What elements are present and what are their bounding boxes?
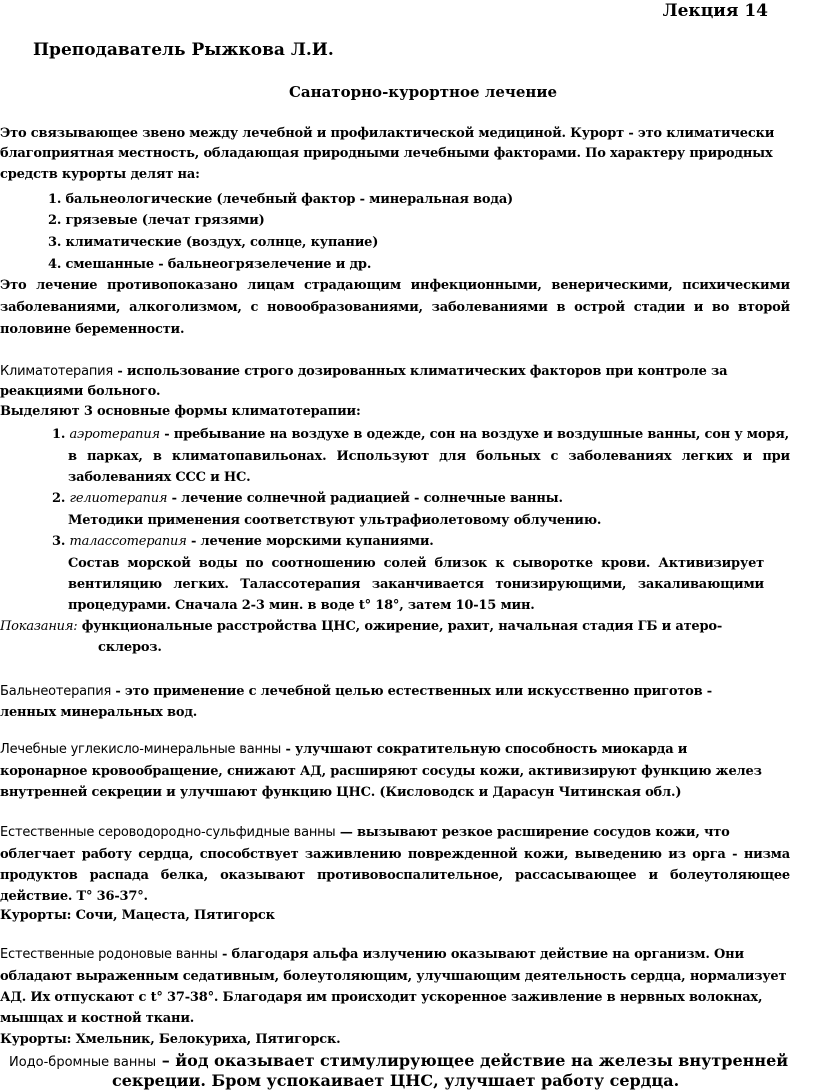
carbonic-line: внутренней секреции и улучшают функцию ЦНС. (Кисловодск и Дарасун Читинская обл.)	[0, 785, 682, 800]
indications-label: Показания:	[0, 619, 78, 634]
climato-line: реакциями больного.	[0, 384, 161, 399]
sulfide-term: Естественные сероводородно-сульфидные ванны	[0, 825, 336, 840]
radon-line: Естественные родоновые ванны - благодаря альфа излучению оказывают действие на организм. Они	[0, 947, 744, 962]
contra-line: заболеваниями, алкоголизмом, с новообразованиями, заболеваниями в острой стадии и во второй	[0, 300, 790, 315]
aero-term: аэротерапия	[69, 427, 160, 442]
helio-line: Методики применения соответствуют ультрафиолетовому облучению.	[68, 513, 602, 528]
sulfide-line: Естественные сероводородно-сульфидные ванны — вызывают резкое расширение сосудов кожи, что	[0, 825, 730, 840]
indications-line: Показания: функциональные расстройства ЦНС, ожирение, рахит, начальная стадия ГБ и атеро-	[0, 619, 723, 634]
thalasso-line: вентиляцию легких. Талассотерапия заканчивается тонизирующими, закаливающими	[68, 577, 764, 592]
teacher-name: Преподаватель Рыжкова Л.И.	[33, 40, 334, 60]
sulfide-line: облегчает работу сердца, способствует заживлению поврежденной кожи, выведению из орга - низма	[0, 847, 790, 862]
radon-resorts: Курорты: Хмельник, Белокуриха, Пятигорск.	[0, 1032, 341, 1047]
contra-line: Это лечение противопоказано лицам страдающим инфекционными, венерическими, психическими	[0, 278, 790, 293]
thalasso-line: 3. талассотерапия - лечение морскими купаниями.	[52, 534, 434, 549]
climato-line: Климатотерапия - использование строго дозированных климатических факторов при контроле за	[0, 364, 728, 379]
thalasso-line: процедурами. Сначала 2-3 мин. в воде t° 18°, затем 10-15 мин.	[68, 598, 535, 613]
radon-line: мышцах и костной ткани.	[0, 1011, 195, 1026]
radon-line: АД. Их отпускают с t° 37-38°. Благодаря им происходит ускоренное заживление в нервных волокнах,	[0, 990, 763, 1005]
aero-line: 1. аэротерапия - пребывание на воздухе в одежде, сон на воздухе и воздушные ванны, сон у моря,	[52, 427, 789, 442]
helio-term: гелиотерапия	[69, 491, 168, 506]
thalasso-term: талассотерапия	[69, 534, 187, 549]
balneo-line: Бальнеотерапия - это применение с лечебной целью естественных или искусственно приготов -	[0, 684, 713, 699]
intro-line: средств курорты делят на:	[0, 167, 200, 182]
sulfide-resorts: Курорты: Сочи, Мацеста, Пятигорск	[0, 908, 275, 923]
climato-term: Климатотерапия	[0, 364, 114, 379]
list-item: 2. грязевые (лечат грязями)	[48, 213, 265, 228]
iodine-line: Иодо-бромные ванны – йод оказывает стимулирующее действие на железы внутренней	[9, 1051, 789, 1070]
balneo-line: ленных минеральных вод.	[0, 705, 198, 720]
aero-line: заболеваниях ССС и НС.	[68, 470, 251, 485]
list-item: 3. климатические (воздух, солнце, купание)	[48, 235, 379, 250]
list-item: 4. смешанные - бальнеогрязелечение и др.	[48, 257, 372, 272]
radon-term: Естественные родоновые ванны	[0, 947, 218, 962]
intro-line: благоприятная местность, обладающая природными лечебными факторами. По характеру природных	[0, 146, 773, 161]
carbonic-term: Лечебные углекисло-минеральные ванны	[0, 742, 282, 757]
carbonic-line: коронарное кровообращение, снижают АД, расширяют сосуды кожи, активизируют функцию желез	[0, 764, 762, 779]
list-item: 1. бальнеологические (лечебный фактор - минеральная вода)	[48, 192, 514, 207]
indications-line: склероз.	[98, 640, 162, 655]
carbonic-line: Лечебные углекисло-минеральные ванны - улучшают сократительную способность миокарда и	[0, 742, 688, 757]
balneo-term: Бальнеотерапия	[0, 684, 112, 699]
iodine-line: секреции. Бром успокаивает ЦНС, улучшает работу сердца.	[112, 1071, 680, 1090]
helio-line: 2. гелиотерапия - лечение солнечной радиацией - солнечные ванны.	[52, 491, 563, 506]
lecture-number: Лекция 14	[662, 1, 768, 21]
radon-line: обладают выраженным седативным, болеутоляющим, улучшающим деятельность сердца, нормализует	[0, 969, 787, 984]
forms-intro: Выделяют 3 основные формы климатотерапии:	[0, 404, 361, 419]
iodine-term: Иодо-бромные ванны	[9, 1055, 157, 1070]
aero-line: в парках, в климатопавильонах. Используют для больных с заболеваниях легких и при	[68, 449, 790, 464]
contra-line: половине беременности.	[0, 322, 185, 337]
sulfide-line: продуктов распада белка, оказывают противовоспалительное, рассасывающее и болеутоляющее	[0, 868, 790, 883]
page-title: Санаторно-курортное лечение	[288, 83, 558, 101]
intro-line: Это связывающее звено между лечебной и профилактической медициной. Курорт - это климатически	[0, 126, 775, 141]
thalasso-line: Состав морской воды по соотношению солей близок к сыворотке крови. Активизирует	[68, 556, 764, 571]
sulfide-line: действие. Т° 36-37°.	[0, 889, 148, 904]
